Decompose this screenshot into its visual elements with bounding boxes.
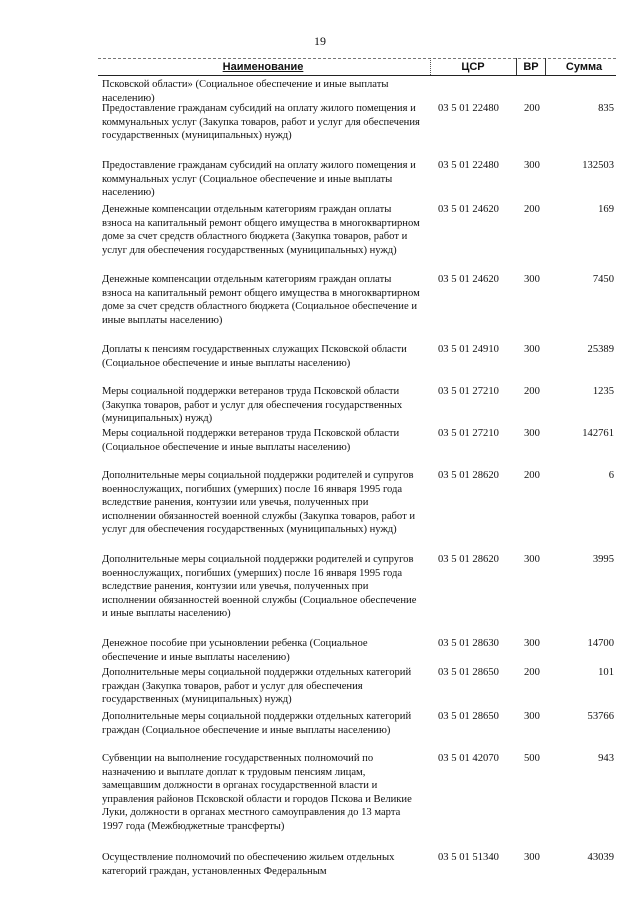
table-row <box>102 203 614 273</box>
row-name: Дополнительные меры социальной поддержки родителей и супругов военнослужащих, погибших (умерших) после 16 января 1995 года вследствие ранения, контузии или увечья, полученных при исполнении обязанностей военной службы (Закупка товаров, работ и услуг для обеспечения государственных (муниципальных) нужд) <box>102 470 416 536</box>
row-vr: 300 <box>524 852 540 863</box>
row-sum: 6 <box>608 470 614 481</box>
row-vr: 300 <box>524 554 540 565</box>
row-name: Доплаты к пенсиям государственных служащих Псковской области (Социальное обеспечение и иные выплаты населению) <box>102 344 407 369</box>
row-vr: 300 <box>524 428 540 439</box>
table-row <box>102 385 614 427</box>
row-vr: 300 <box>524 274 540 285</box>
row-name: Предоставление гражданам субсидий на оплату жилого помещения и коммунальных услуг (Закупка товаров, работ и услуг для обеспечения государственных (муниципальных) нужд) <box>102 103 420 142</box>
table-row <box>102 102 614 159</box>
table-row <box>102 710 614 752</box>
table-row <box>102 159 614 203</box>
header-top-rule <box>98 58 616 59</box>
table-row <box>102 752 614 851</box>
row-csr: 03 5 01 42070 <box>438 753 499 764</box>
row-name: Дополнительные меры социальной поддержки отдельных категорий граждан (Социальное обеспечение и иные выплаты населению) <box>102 711 412 736</box>
table-row <box>102 343 614 385</box>
row-vr: 300 <box>524 344 540 355</box>
row-vr: 300 <box>524 711 540 722</box>
column-header-sum: Сумма <box>565 61 603 73</box>
row-sum: 142761 <box>582 428 614 439</box>
row-csr: 03 5 01 28650 <box>438 711 499 722</box>
row-csr: 03 5 01 24620 <box>438 204 499 215</box>
row-sum: 1235 <box>592 386 614 397</box>
row-sum: 169 <box>598 204 614 215</box>
page-number: 19 <box>314 34 326 48</box>
row-name: Субвенции на выполнение государственных полномочий по назначению и выплате доплат к трудовым пенсиям лицам, замещавшим должности в органах государственной власти и управления районов Псковской области и городов Пскова и Великие Луки, должности в органах местного самоуправления до 13 марта 1997 года (Межбюджетные трансферты) <box>102 753 412 832</box>
row-csr: 03 5 01 27210 <box>438 428 499 439</box>
table-row <box>102 851 614 881</box>
row-sum: 14700 <box>587 638 614 649</box>
row-csr: 03 5 01 24620 <box>438 274 499 285</box>
table-row <box>102 553 614 637</box>
row-csr: 03 5 01 22480 <box>438 103 499 114</box>
table-row <box>102 637 614 666</box>
row-csr: 03 5 01 28620 <box>438 554 499 565</box>
table-row <box>102 273 614 343</box>
row-sum: 835 <box>598 103 614 114</box>
row-sum: 3995 <box>592 554 614 565</box>
table-header <box>98 58 616 76</box>
column-header-vr: ВР <box>516 61 546 73</box>
row-vr: 200 <box>524 204 540 215</box>
row-csr: 03 5 01 27210 <box>438 386 499 397</box>
column-header-csr: ЦСР <box>461 61 485 73</box>
row-name: Денежное пособие при усыновлении ребенка (Социальное обеспечение и иные выплаты населению) <box>102 638 368 663</box>
header-bottom-rule <box>98 75 616 76</box>
table-row <box>102 427 614 469</box>
row-csr: 03 5 01 24910 <box>438 344 499 355</box>
row-sum: 101 <box>598 667 614 678</box>
row-vr: 200 <box>524 103 540 114</box>
table-row <box>102 666 614 710</box>
row-vr: 300 <box>524 160 540 171</box>
row-name: Осуществление полномочий по обеспечению жильем отдельных категорий граждан, установленных Федеральным <box>102 852 395 877</box>
row-vr: 300 <box>524 638 540 649</box>
row-csr: 03 5 01 22480 <box>438 160 499 171</box>
header-divider <box>430 58 431 75</box>
row-csr: 03 5 01 28630 <box>438 638 499 649</box>
table-row <box>102 78 614 102</box>
row-sum: 25389 <box>587 344 614 355</box>
table-body <box>102 78 614 881</box>
row-name: Предоставление гражданам субсидий на оплату жилого помещения и коммунальных услуг (Социальное обеспечение и иные выплаты населению) <box>102 160 416 199</box>
row-name: Меры социальной поддержки ветеранов труда Псковской области (Закупка товаров, работ и услуг для обеспечения государственных (муниципальных) нужд) <box>102 386 403 425</box>
table-row <box>102 469 614 553</box>
row-csr: 03 5 01 51340 <box>438 852 499 863</box>
row-sum: 43039 <box>587 852 614 863</box>
row-name: Денежные компенсации отдельным категориям граждан оплаты взноса на капитальный ремонт общего имущества в многоквартирном доме за счет средств областного бюджета (Закупка товаров, работ и услуг для обеспечения государственных (муниципальных) нужд) <box>102 204 420 256</box>
row-vr: 200 <box>524 386 540 397</box>
row-csr: 03 5 01 28620 <box>438 470 499 481</box>
row-name: Меры социальной поддержки ветеранов труда Псковской области (Социальное обеспечение и иные выплаты населению) <box>102 428 400 453</box>
row-name: Дополнительные меры социальной поддержки отдельных категорий граждан (Закупка товаров, работ и услуг для обеспечения государственных (муниципальных) нужд) <box>102 667 412 706</box>
row-sum: 943 <box>598 753 614 764</box>
row-name: Денежные компенсации отдельным категориям граждан оплаты взноса на капитальный ремонт общего имущества в многоквартирном доме за счет средств областного бюджета (Социальное обеспечение и иные выплаты населению) <box>102 274 420 326</box>
row-csr: 03 5 01 28650 <box>438 667 499 678</box>
row-name: Псковской области» (Социальное обеспечение и иные выплаты населению) <box>102 79 389 104</box>
row-vr: 200 <box>524 667 540 678</box>
row-sum: 7450 <box>592 274 614 285</box>
row-sum: 132503 <box>582 160 614 171</box>
row-vr: 500 <box>524 753 540 764</box>
row-name: Дополнительные меры социальной поддержки родителей и супругов военнослужащих, погибших (умерших) после 16 января 1995 года вследствие ранения, контузии или увечья, полученных при исполнении обязанностей военной службы (Социальное обеспечение и иные выплаты населению) <box>102 554 417 620</box>
row-sum: 53766 <box>587 711 614 722</box>
row-vr: 200 <box>524 470 540 481</box>
column-header-name: Наименование <box>222 61 304 73</box>
